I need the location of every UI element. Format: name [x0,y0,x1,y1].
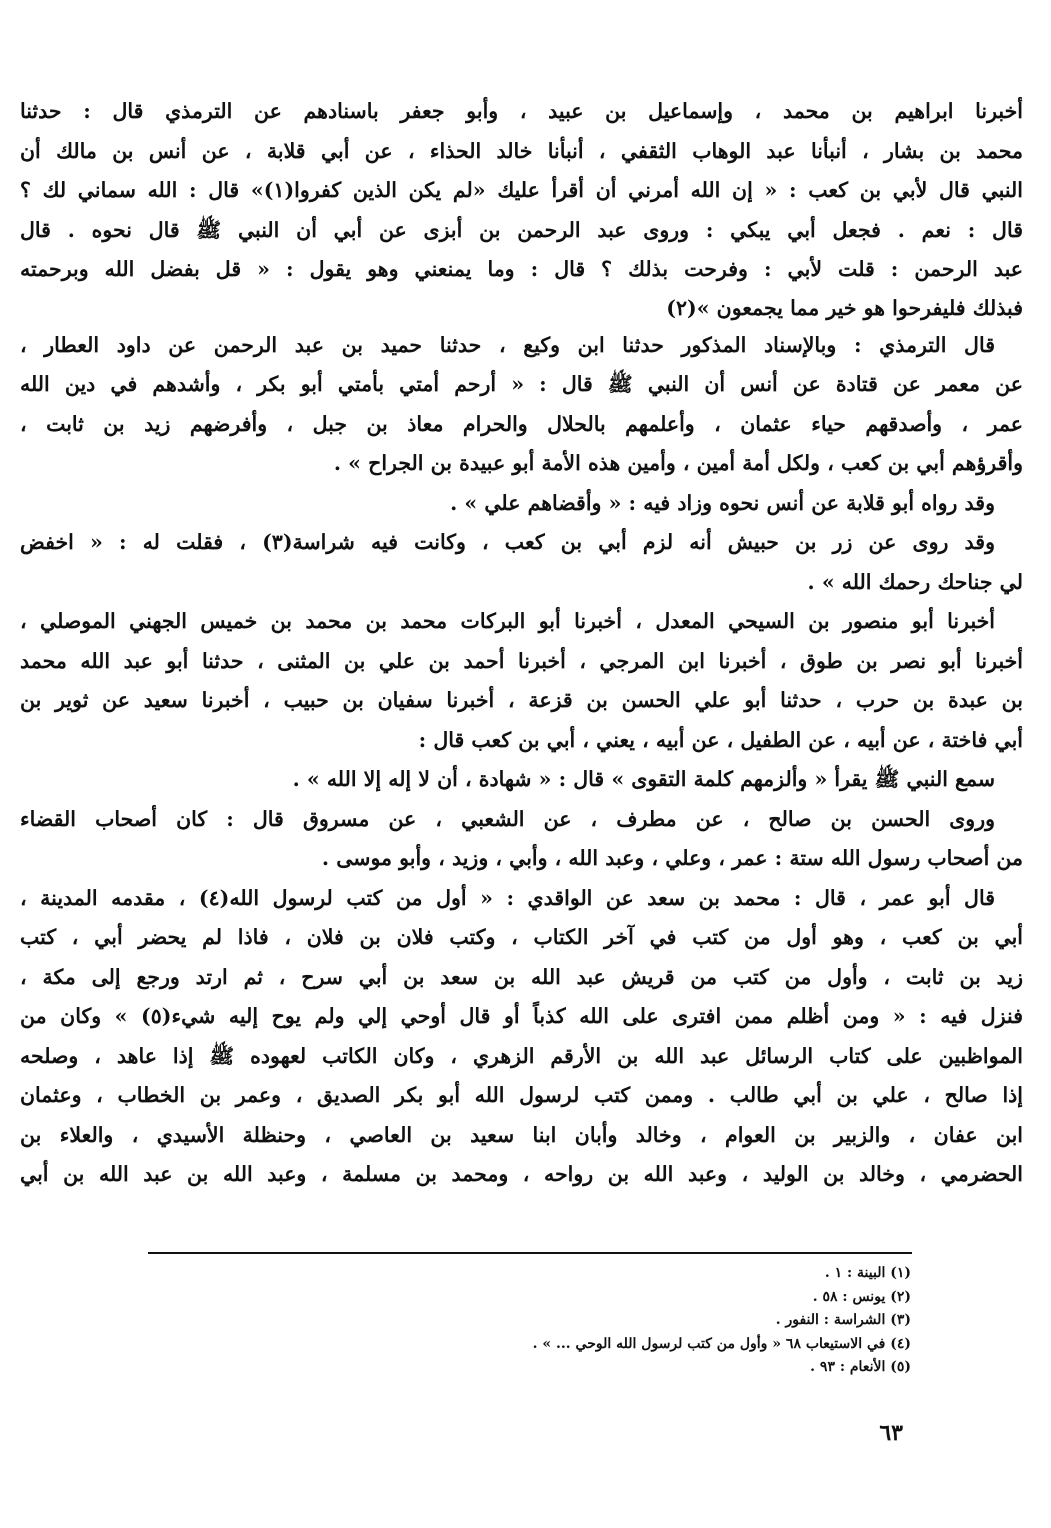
text-line: أخبرنا أبو نصر بن طوق ، أخبرنا ابن المرجي ، أخبرنا أحمد بن علي بن المثنى ، حدثنا أبو عبد الله محمد [20,648,1023,673]
page-number: ٦٣ [879,1420,903,1446]
text-line: ابن عفان ، والزبير بن العوام ، وخالد وأبان ابنا سعيد بن العاصي ، وحنظلة الأسيدي ، والعلاء بن [20,1122,1023,1147]
text-line: قال الترمذي : وبالإسناد المذكور حدثنا ابن وكيع ، حدثنا حميد بن عبد الرحمن عن داود العطار ، [20,332,995,357]
text-line: من أصحاب رسول الله ستة : عمر ، وعلي ، وعبد الله ، وأبي ، وزيد ، وأبو موسى . [321,846,1023,870]
text-line: وأقرؤهم أبي بن كعب ، ولكل أمة أمين ، وأمين هذه الأمة أبو عبيدة بن الجراح » . [333,451,1023,475]
footnotes [351,1262,911,1380]
text-line: قال أبو عمر ، قال : محمد بن سعد عن الواقدي : « أول من كتب لرسول الله(٤) ، مقدمه المدينة ، [20,885,995,910]
text-line: أبي فاختة ، عن أبيه ، عن الطفيل ، عن أبيه ، يعني ، أبي بن كعب قال : [418,727,1023,752]
text-line: أبي بن كعب ، وهو أول من كتب في آخر الكتاب ، وكتب فلان بن فلان ، فاذا لم يحضر أبي ، كتب [20,925,1023,949]
footnote: (٤) في الاستيعاب ٦٨ « وأول من كتب لرسول الله الوحي ... » . [532,1335,911,1352]
text-line: أخبرنا ابراهيم بن محمد ، وإسماعيل بن عبيد ، وأبو جعفر باسنادهم عن الترمذي قال : حدثنا [20,99,1023,123]
text-line: عمر ، وأصدقهم حياء عثمان ، وأعلمهم بالحلال والحرام معاذ بن جبل ، وأفرضهم زيد بن ثابت ، [20,411,1023,436]
text-line: بن عبدة بن حرب ، حدثنا أبو علي الحسن بن قزعة ، أخبرنا سفيان بن حبيب ، أخبرنا سعيد عن ثوير بن [20,688,1023,712]
text-line: عن معمر عن قتادة عن أنس أن النبي ﷺ قال : « أرحم أمتي بأمتي أبو بكر ، وأشدهم في دين الله [20,372,1023,396]
text-line: فنزل فيه : « ومن أظلم ممن افترى على الله كذباً أو قال أوحي إلي ولم يوح إليه شيء(٥) » وكان من [20,1004,1023,1028]
text-line: المواظبين على كتاب الرسائل عبد الله بن الأرقم الزهري ، وكان الكاتب لعهوده ﷺ إذا عاهد ، وصلحه [20,1043,1023,1068]
footnote: (٢) يونس : ٥٨ . [812,1288,911,1305]
text-line: لي جناحك رحمك الله » . [807,569,1023,594]
footnote: (٣) الشراسة : النفور . [775,1312,911,1328]
text-line: وقد روى عن زر بن حبيش أنه لزم أبي بن كعب ، وكانت فيه شراسة(٣) ، فقلت له : « اخفض [20,530,995,554]
footnote-divider [148,1252,912,1254]
footnote: (١) البينة : ١ . [824,1265,911,1281]
text-line: عبد الرحمن : قلت لأبي : وفرحت بذلك ؟ قال : وما يمنعني وهو يقول : « قل بفضل الله وبرحمته [20,257,1023,281]
text-line: الحضرمي ، وخالد بن الوليد ، وعبد الله بن رواحه ، ومحمد بن مسلمة ، وعبد الله بن عبد الله بن أبي [20,1162,1023,1186]
text-line: زيد بن ثابت ، وأول من كتب من قريش عبد الله بن سعد بن أبي سرح ، ثم ارتد ورجع إلى مكة ، [20,964,1023,989]
text-line: أخبرنا أبو منصور بن السيحي المعدل ، أخبرنا أبو البركات محمد بن محمد بن خميس الجهني الموصلي ، [20,609,995,633]
text-line: سمع النبي ﷺ يقرأ « وألزمهم كلمة التقوى » قال : « شهادة ، أن لا إله إلا الله » . [292,767,995,791]
text-line: وقد رواه أبو قلابة عن أنس نحوه وزاد فيه : « وأقضاهم علي » . [450,490,995,515]
text-line: إذا صالح ، علي بن أبي طالب . وممن كتب لرسول الله أبو بكر الصديق ، وعمر بن الخطاب ، وعثمان [20,1083,1023,1107]
main-text [20,92,1023,1195]
text-line: وروى الحسن بن صالح ، عن مطرف ، عن الشعبي ، عن مسروق قال : كان أصحاب القضاء [20,806,995,831]
footnote: (٥) الأنعام : ٩٣ . [810,1359,911,1375]
text-line: فبذلك فليفرحوا هو خير مما يجمعون »(٢) [666,295,1023,320]
text-line: قال : نعم . فجعل أبي يبكي : وروى عبد الرحمن بن أبزى عن أبي أن النبي ﷺ قال نحوه . قال [20,217,1023,242]
text-line: النبي قال لأبي بن كعب : « إن الله أمرني أن أقرأ عليك «لم يكن الذين كفروا(١)» قال : الله سماني لك ؟ [20,178,1023,202]
text-line: محمد بن بشار ، أنبأنا عبد الوهاب الثقفي ، أنبأنا خالد الحذاء ، عن أبي قلابة ، عن أنس بن مالك أن [20,138,1023,163]
